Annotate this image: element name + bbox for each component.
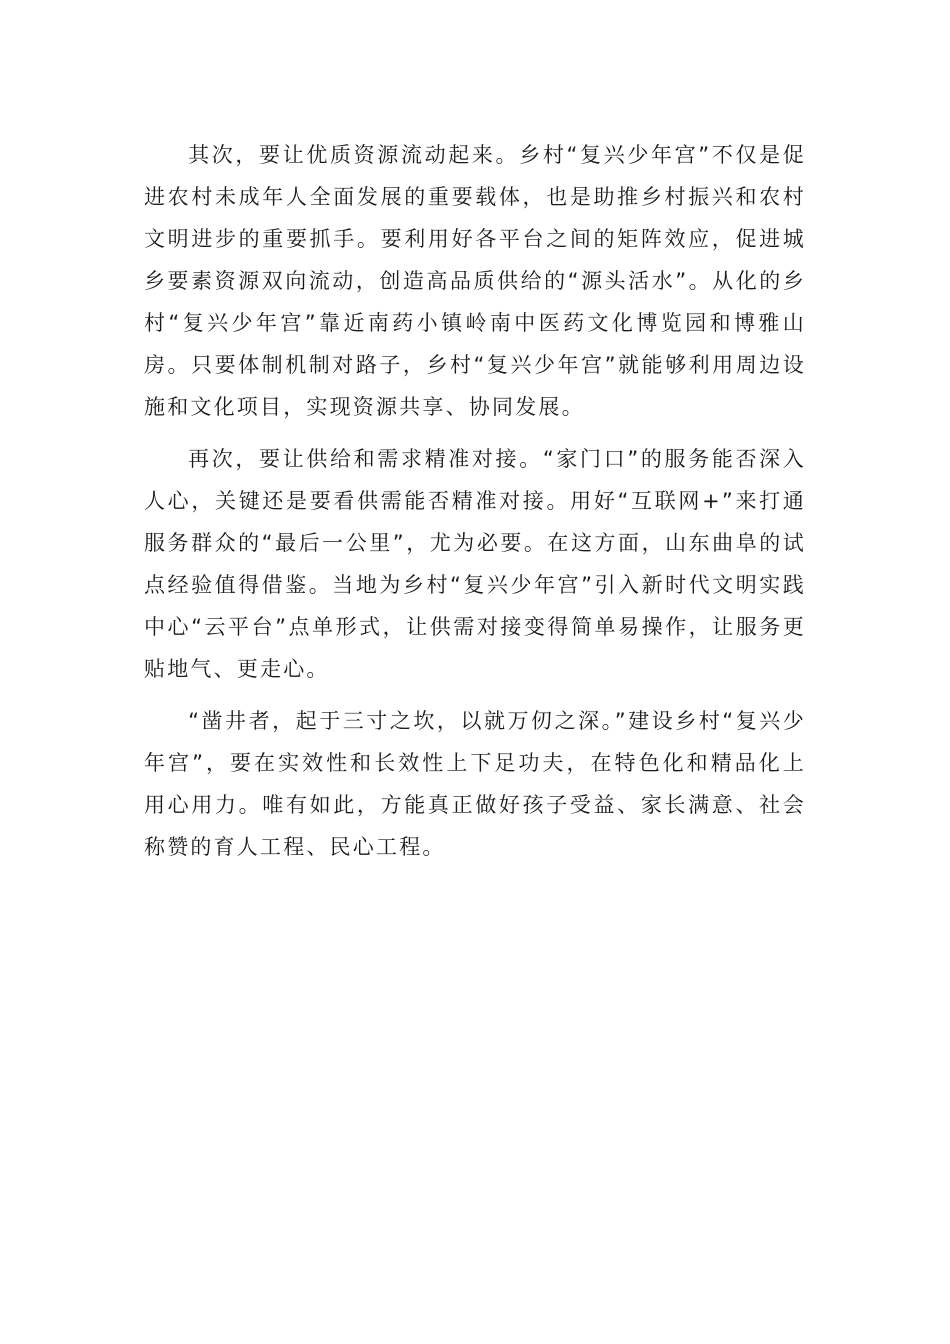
paragraph-resource-flow: 其次，要让优质资源流动起来。乡村“复兴少年宫”不仅是促进农村未成年人全面发展的重要载体，也是助推乡村振兴和农村文明进步的重要抓手。要利用好各平台之间的矩阵效应，促进城乡要素资源双向流动，创造高品质供给的“源头活水”。从化的乡村“复兴少年宫”靠近南药小镇岭南中医药文化博览园和博雅山房。只要体制机制对路子，乡村“复兴少年宫”就能够利用周边设施和文化项目，实现资源共享、协同发展。 bbox=[144, 143, 806, 419]
paragraph-supply-demand: 再次，要让供给和需求精准对接。“家门口”的服务能否深入人心，关键还是要看供需能否精准对接。用好“互联网+”来打通服务群众的“最后一公里”，尤为必要。在这方面，山东曲阜的试点经验值得借鉴。当地为乡村“复兴少年宫”引入新时代文明实践中心“云平台”点单形式，让供需对接变得简单易操作，让服务更贴地气、更走心。 bbox=[144, 447, 806, 681]
paragraph-conclusion: “凿井者，起于三寸之坎，以就万仞之深。”建设乡村“复兴少年宫”，要在实效性和长效性上下足功夫，在特色化和精品化上用心用力。唯有如此，方能真正做好孩子受益、家长满意、社会称赞的育人工程、民心工程。 bbox=[144, 709, 806, 859]
document-body bbox=[144, 134, 806, 868]
